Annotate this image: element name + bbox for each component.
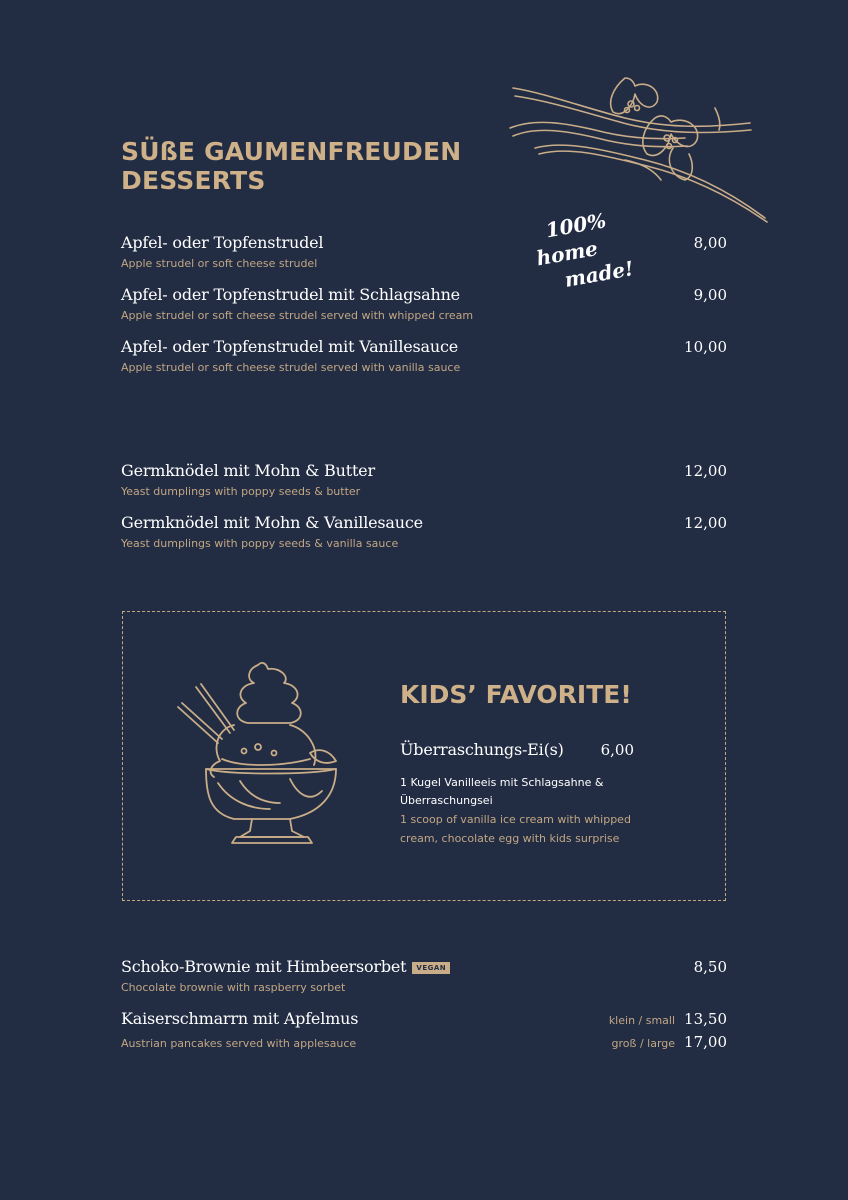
item-price-large: 17,00 <box>684 1033 727 1051</box>
item-description: Austrian pancakes served with applesauce <box>121 1037 357 1050</box>
item-description: Yeast dumplings with poppy seeds & vanilla sauce <box>121 537 399 550</box>
item-name: Apfel- oder Topfenstrudel mit Vanillesauce <box>121 337 459 356</box>
item-price: 12,00 <box>684 514 727 532</box>
section-heading <box>121 137 461 195</box>
item-name: Schoko-Brownie mit Himbeersorbet <box>121 957 407 976</box>
item-name: Apfel- oder Topfenstrudel <box>121 233 324 252</box>
menu-item <box>121 285 727 322</box>
kids-description-en: 1 scoop of vanilla ice cream with whipped cream, chocolate egg with kids surprise <box>400 813 631 845</box>
item-price: 9,00 <box>693 286 727 304</box>
ice-cream-sundae-icon <box>170 655 355 850</box>
item-price: 10,00 <box>684 338 727 356</box>
size-label-small: klein / small <box>608 1014 676 1027</box>
item-price-small: 13,50 <box>684 1010 727 1028</box>
item-name-wrap <box>121 957 450 976</box>
item-name: Apfel- oder Topfenstrudel mit Schlagsahne <box>121 285 460 304</box>
kids-description-de: 1 Kugel Vanilleeis mit Schlagsahne & Überraschungsei <box>400 776 604 807</box>
item-description: Yeast dumplings with poppy seeds & butter <box>121 485 361 498</box>
menu-item <box>121 337 727 374</box>
item-description: Apple strudel or soft cheese strudel served with whipped cream <box>121 309 474 322</box>
badge-line-2: home <box>534 236 600 271</box>
menu-item <box>121 1009 727 1052</box>
kids-menu-item <box>400 740 634 759</box>
section-title-en: DESSERTS <box>121 166 266 195</box>
badge-line-3: made! <box>562 256 636 292</box>
item-price: 8,00 <box>693 234 727 252</box>
menu-item <box>121 513 727 550</box>
menu-item <box>121 233 727 270</box>
size-label-large: groß / large <box>611 1037 676 1050</box>
item-description: Apple strudel or soft cheese strudel served with vanilla sauce <box>121 361 461 374</box>
item-price: 6,00 <box>600 741 634 759</box>
item-name: Kaiserschmarrn mit Apfelmus <box>121 1009 359 1028</box>
item-description: Chocolate brownie with raspberry sorbet <box>121 981 346 994</box>
menu-item <box>121 957 727 994</box>
item-name: Germknödel mit Mohn & Butter <box>121 461 375 480</box>
section-title-de: SÜßE GAUMENFREUDEN <box>121 137 462 166</box>
vegan-badge: VEGAN <box>412 962 450 974</box>
badge-line-1: 100% <box>543 208 608 243</box>
kids-favorite-title: KIDS’ FAVORITE! <box>400 680 632 709</box>
menu-item <box>121 461 727 498</box>
item-name: Germknödel mit Mohn & Vanillesauce <box>121 513 423 532</box>
item-name: Überraschungs-Ei(s) <box>400 740 564 759</box>
item-price: 8,50 <box>693 958 727 976</box>
vanilla-flower-icon <box>505 68 775 228</box>
item-description: Apple strudel or soft cheese strudel <box>121 257 318 270</box>
item-price: 12,00 <box>684 462 727 480</box>
